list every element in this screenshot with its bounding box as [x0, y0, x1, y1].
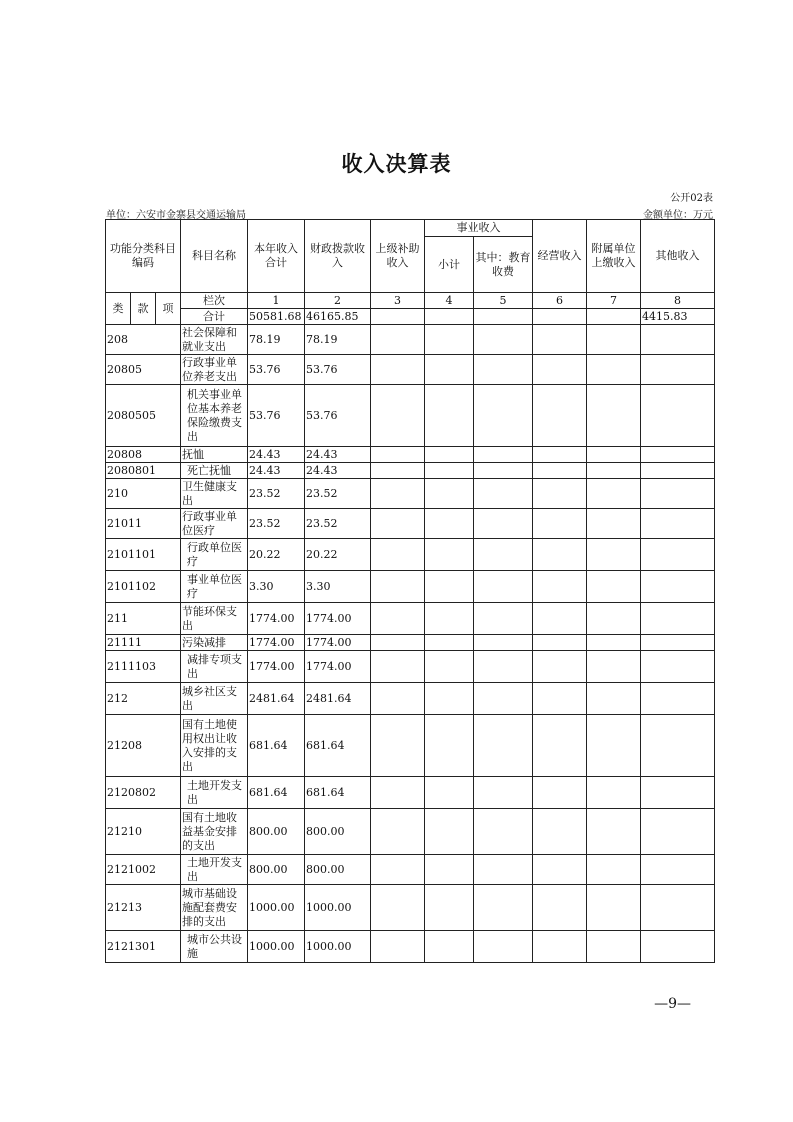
table-row [106, 777, 715, 809]
row-code: 21011 [106, 509, 181, 539]
row-annual: 53.76 [248, 355, 305, 385]
row-annual: 24.43 [248, 463, 305, 479]
table-row [106, 325, 715, 355]
row-annual: 1774.00 [248, 603, 305, 635]
row-fiscal: 23.52 [305, 509, 371, 539]
row-annual: 681.64 [248, 777, 305, 809]
row-subject-name: 国有土地收益基金安排的支出 [181, 809, 248, 855]
row-annual: 1774.00 [248, 651, 305, 683]
col-num: 2 [305, 293, 371, 309]
total-annual: 50581.68 [248, 309, 305, 325]
table-row [106, 385, 715, 447]
row-fiscal: 1000.00 [305, 885, 371, 931]
row-code: 20805 [106, 355, 181, 385]
table-row [106, 809, 715, 855]
table-row [106, 885, 715, 931]
row-subject-name: 城市公共设施 [181, 931, 248, 963]
income-table [105, 219, 715, 963]
col-num: 1 [248, 293, 305, 309]
row-subject-name: 土地开发支出 [181, 855, 248, 885]
table-row [106, 355, 715, 385]
row-code: 2080801 [106, 463, 181, 479]
row-code: 208 [106, 325, 181, 355]
row-code: 2080505 [106, 385, 181, 447]
row-annual: 681.64 [248, 715, 305, 777]
header-col-label: 栏次 [181, 293, 248, 309]
row-fiscal: 53.76 [305, 385, 371, 447]
row-code: 21111 [106, 635, 181, 651]
row-code: 20808 [106, 447, 181, 463]
header-xiang: 项 [156, 293, 181, 325]
table-row [106, 463, 715, 479]
row-fiscal: 1774.00 [305, 603, 371, 635]
table-row [106, 931, 715, 963]
row-annual: 800.00 [248, 855, 305, 885]
row-annual: 1000.00 [248, 931, 305, 963]
row-annual: 1774.00 [248, 635, 305, 651]
row-code: 21210 [106, 809, 181, 855]
header-operating: 经营收入 [533, 220, 587, 293]
header-lei: 类 [106, 293, 131, 325]
row-annual: 53.76 [248, 385, 305, 447]
col-num: 5 [474, 293, 533, 309]
row-fiscal: 78.19 [305, 325, 371, 355]
total-other: 4415.83 [641, 309, 715, 325]
row-annual: 78.19 [248, 325, 305, 355]
row-subject-name: 行政单位医疗 [181, 539, 248, 571]
row-annual: 23.52 [248, 509, 305, 539]
row-code: 211 [106, 603, 181, 635]
header-func-code: 功能分类科目编码 [106, 220, 181, 293]
row-subject-name: 事业单位医疗 [181, 571, 248, 603]
table-row [106, 603, 715, 635]
row-fiscal: 1774.00 [305, 635, 371, 651]
header-subject-name: 科目名称 [181, 220, 248, 293]
header-affiliated: 附属单位上缴收入 [587, 220, 641, 293]
row-annual: 2481.64 [248, 683, 305, 715]
table-row [106, 539, 715, 571]
header-kuan: 款 [131, 293, 156, 325]
row-code: 212 [106, 683, 181, 715]
row-annual: 1000.00 [248, 885, 305, 931]
header-business: 事业收入 [425, 220, 533, 237]
col-num: 8 [641, 293, 715, 309]
row-fiscal: 1774.00 [305, 651, 371, 683]
table-row [106, 683, 715, 715]
row-code: 2101102 [106, 571, 181, 603]
header-superior: 上级补助收入 [371, 220, 425, 293]
row-subject-name: 死亡抚恤 [181, 463, 248, 479]
row-subject-name: 行政事业单位养老支出 [181, 355, 248, 385]
row-subject-name: 卫生健康支出 [181, 479, 248, 509]
row-subject-name: 国有土地使用权出让收入安排的支出 [181, 715, 248, 777]
row-fiscal: 1000.00 [305, 931, 371, 963]
total-row [106, 309, 715, 325]
unit-label: 单位：六安市金寨县交通运输局 [106, 210, 246, 221]
row-code: 2111103 [106, 651, 181, 683]
row-fiscal: 24.43 [305, 447, 371, 463]
row-fiscal: 681.64 [305, 777, 371, 809]
row-subject-name: 土地开发支出 [181, 777, 248, 809]
page-title: 收入决算表 [341, 152, 452, 176]
total-label: 合计 [181, 309, 248, 325]
table-row [106, 715, 715, 777]
row-code: 210 [106, 479, 181, 509]
row-code: 21208 [106, 715, 181, 777]
row-subject-name: 污染减排 [181, 635, 248, 651]
row-fiscal: 2481.64 [305, 683, 371, 715]
row-code: 2120802 [106, 777, 181, 809]
row-code: 2121002 [106, 855, 181, 885]
row-subject-name: 行政事业单位医疗 [181, 509, 248, 539]
table-row [106, 635, 715, 651]
row-fiscal: 681.64 [305, 715, 371, 777]
row-subject-name: 城乡社区支出 [181, 683, 248, 715]
header-subtotal: 小计 [425, 237, 474, 293]
row-annual: 20.22 [248, 539, 305, 571]
header-other: 其他收入 [641, 220, 715, 293]
row-annual: 23.52 [248, 479, 305, 509]
row-fiscal: 53.76 [305, 355, 371, 385]
row-subject-name: 抚恤 [181, 447, 248, 463]
page-number: —9— [654, 996, 691, 1012]
amount-unit-label: 金额单位：万元 [643, 210, 713, 221]
row-subject-name: 城市基础设施配套费安排的支出 [181, 885, 248, 931]
row-code: 2101101 [106, 539, 181, 571]
table-row [106, 855, 715, 885]
row-annual: 800.00 [248, 809, 305, 855]
row-subject-name: 机关事业单位基本养老保险缴费支出 [181, 385, 248, 447]
table-row [106, 509, 715, 539]
row-fiscal: 800.00 [305, 855, 371, 885]
row-fiscal: 800.00 [305, 809, 371, 855]
row-subject-name: 节能环保支出 [181, 603, 248, 635]
col-num: 3 [371, 293, 425, 309]
table-row [106, 651, 715, 683]
row-subject-name: 减排专项支出 [181, 651, 248, 683]
row-fiscal: 23.52 [305, 479, 371, 509]
header-annual-total: 本年收入合计 [248, 220, 305, 293]
row-code: 21213 [106, 885, 181, 931]
form-number: 公开02表 [670, 193, 713, 204]
table-row [106, 571, 715, 603]
row-fiscal: 24.43 [305, 463, 371, 479]
table-row [106, 447, 715, 463]
col-num: 6 [533, 293, 587, 309]
total-fiscal: 46165.85 [305, 309, 371, 325]
row-annual: 24.43 [248, 447, 305, 463]
row-subject-name: 社会保障和就业支出 [181, 325, 248, 355]
row-fiscal: 20.22 [305, 539, 371, 571]
col-num: 7 [587, 293, 641, 309]
row-code: 2121301 [106, 931, 181, 963]
header-education: 其中：教育收费 [474, 237, 533, 293]
row-annual: 3.30 [248, 571, 305, 603]
col-num: 4 [425, 293, 474, 309]
table-row [106, 479, 715, 509]
row-fiscal: 3.30 [305, 571, 371, 603]
header-fiscal: 财政拨款收入 [305, 220, 371, 293]
